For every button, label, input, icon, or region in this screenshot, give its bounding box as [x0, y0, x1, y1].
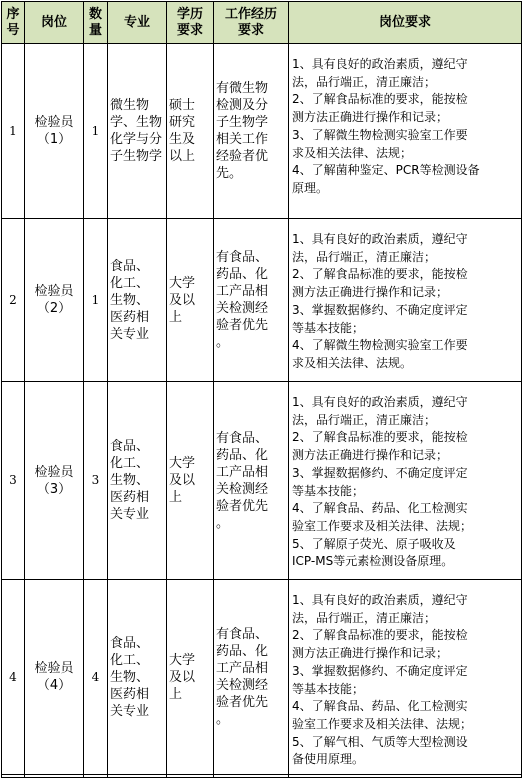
cell-position: 检验员 （4） [25, 580, 84, 775]
table-row [2, 44, 522, 219]
cell-education: 大学 及以 上 [167, 580, 214, 775]
cell-requirements: 1、具有良好的政治素质，遵纪守 法，品行端正，清正廉洁； 2、了解食品标准的要求，能按检 测方法正确进行操作和记录； 3、了解微生物检测实验室工作要 求及相关法律、法规； 4、了解菌种鉴定、PCR等检测设备 原理。 [289, 44, 522, 219]
cell-requirements: 1、具有良好的政治素质，遵纪守 法，品行端正，清正廉洁； 2、了解食品标准的要求，能按检 测方法正确进行操作和记录； 3、掌握数据修约、不确定度评定 等基本技能； 4、了解食品、药品、化工检测实 验室工作要求及相关法律、法规； 5、了解气相、气质等大型检测设 备使用原理。 [289, 580, 522, 775]
cell-seq: 3 [2, 382, 25, 580]
cell-position [25, 775, 84, 778]
cell-seq: 4 [2, 580, 25, 775]
cell-count [84, 775, 108, 778]
cell-seq [2, 775, 25, 778]
header-experience: 工作经历 要求 [214, 2, 289, 44]
cell-education: 大学 及以 上 [167, 219, 214, 382]
cell-major: 食品、 化工、 生物、 医药相 关专业 [108, 219, 167, 382]
header-education: 学历 要求 [167, 2, 214, 44]
header-row [2, 2, 522, 44]
cell-count: 3 [84, 382, 108, 580]
table-row [2, 219, 522, 382]
cell-education: 大学 及以 上 [167, 382, 214, 580]
header-count: 数 量 [84, 2, 108, 44]
table-row [2, 382, 522, 580]
header-major: 专业 [108, 2, 167, 44]
cell-requirements [289, 775, 522, 778]
cell-position: 检验员 （1） [25, 44, 84, 219]
cell-experience: 有食品、 药品、化 工产品相 关检测经 验者优先 。 [214, 219, 289, 382]
cell-experience: 有食品、 药品、化 工产品相 关检测经 验者优先 。 [214, 580, 289, 775]
cell-count: 1 [84, 44, 108, 219]
cell-major [108, 775, 167, 778]
cell-count: 4 [84, 580, 108, 775]
cell-education: 硕士 研究 生及 以上 [167, 44, 214, 219]
cell-education [167, 775, 214, 778]
cell-requirements: 1、具有良好的政治素质，遵纪守 法，品行端正，清正廉洁； 2、了解食品标准的要求，能按检 测方法正确进行操作和记录； 3、掌握数据修约、不确定度评定 等基本技能； 4、了解食品、药品、化工检测实 验室工作要求及相关法律、法规； 5、了解原子荧光、原子吸收及 ICP-MS等元素检测设备原理。 [289, 382, 522, 580]
job-requirements-table [1, 1, 522, 778]
cell-requirements: 1、具有良好的政治素质，遵纪守 法，品行端正，清正廉洁； 2、了解食品标准的要求，能按检 测方法正确进行操作和记录； 3、掌握数据修约、不确定度评定 等基本技能； 4、了解微生物检测实验室工作要 求及相关法律、法规。 [289, 219, 522, 382]
header-seq: 序 号 [2, 2, 25, 44]
cell-experience: 有食品、 药品、化 工产品相 关检测经 验者优先 。 [214, 382, 289, 580]
table-row-partial [2, 775, 522, 778]
cell-seq: 1 [2, 44, 25, 219]
cell-major: 微生物 学、生物 化学与分 子生物学 [108, 44, 167, 219]
cell-position: 检验员 （3） [25, 382, 84, 580]
cell-experience [214, 775, 289, 778]
header-requirements: 岗位要求 [289, 2, 522, 44]
header-position: 岗位 [25, 2, 84, 44]
cell-position: 检验员 （2） [25, 219, 84, 382]
cell-seq: 2 [2, 219, 25, 382]
cell-major: 食品、 化工、 生物、 医药相 关专业 [108, 580, 167, 775]
table-row [2, 580, 522, 775]
cell-major: 食品、 化工、 生物、 医药相 关专业 [108, 382, 167, 580]
cell-experience: 有微生物 检测及分 子生物学 相关工作 经验者优 先。 [214, 44, 289, 219]
cell-count: 1 [84, 219, 108, 382]
